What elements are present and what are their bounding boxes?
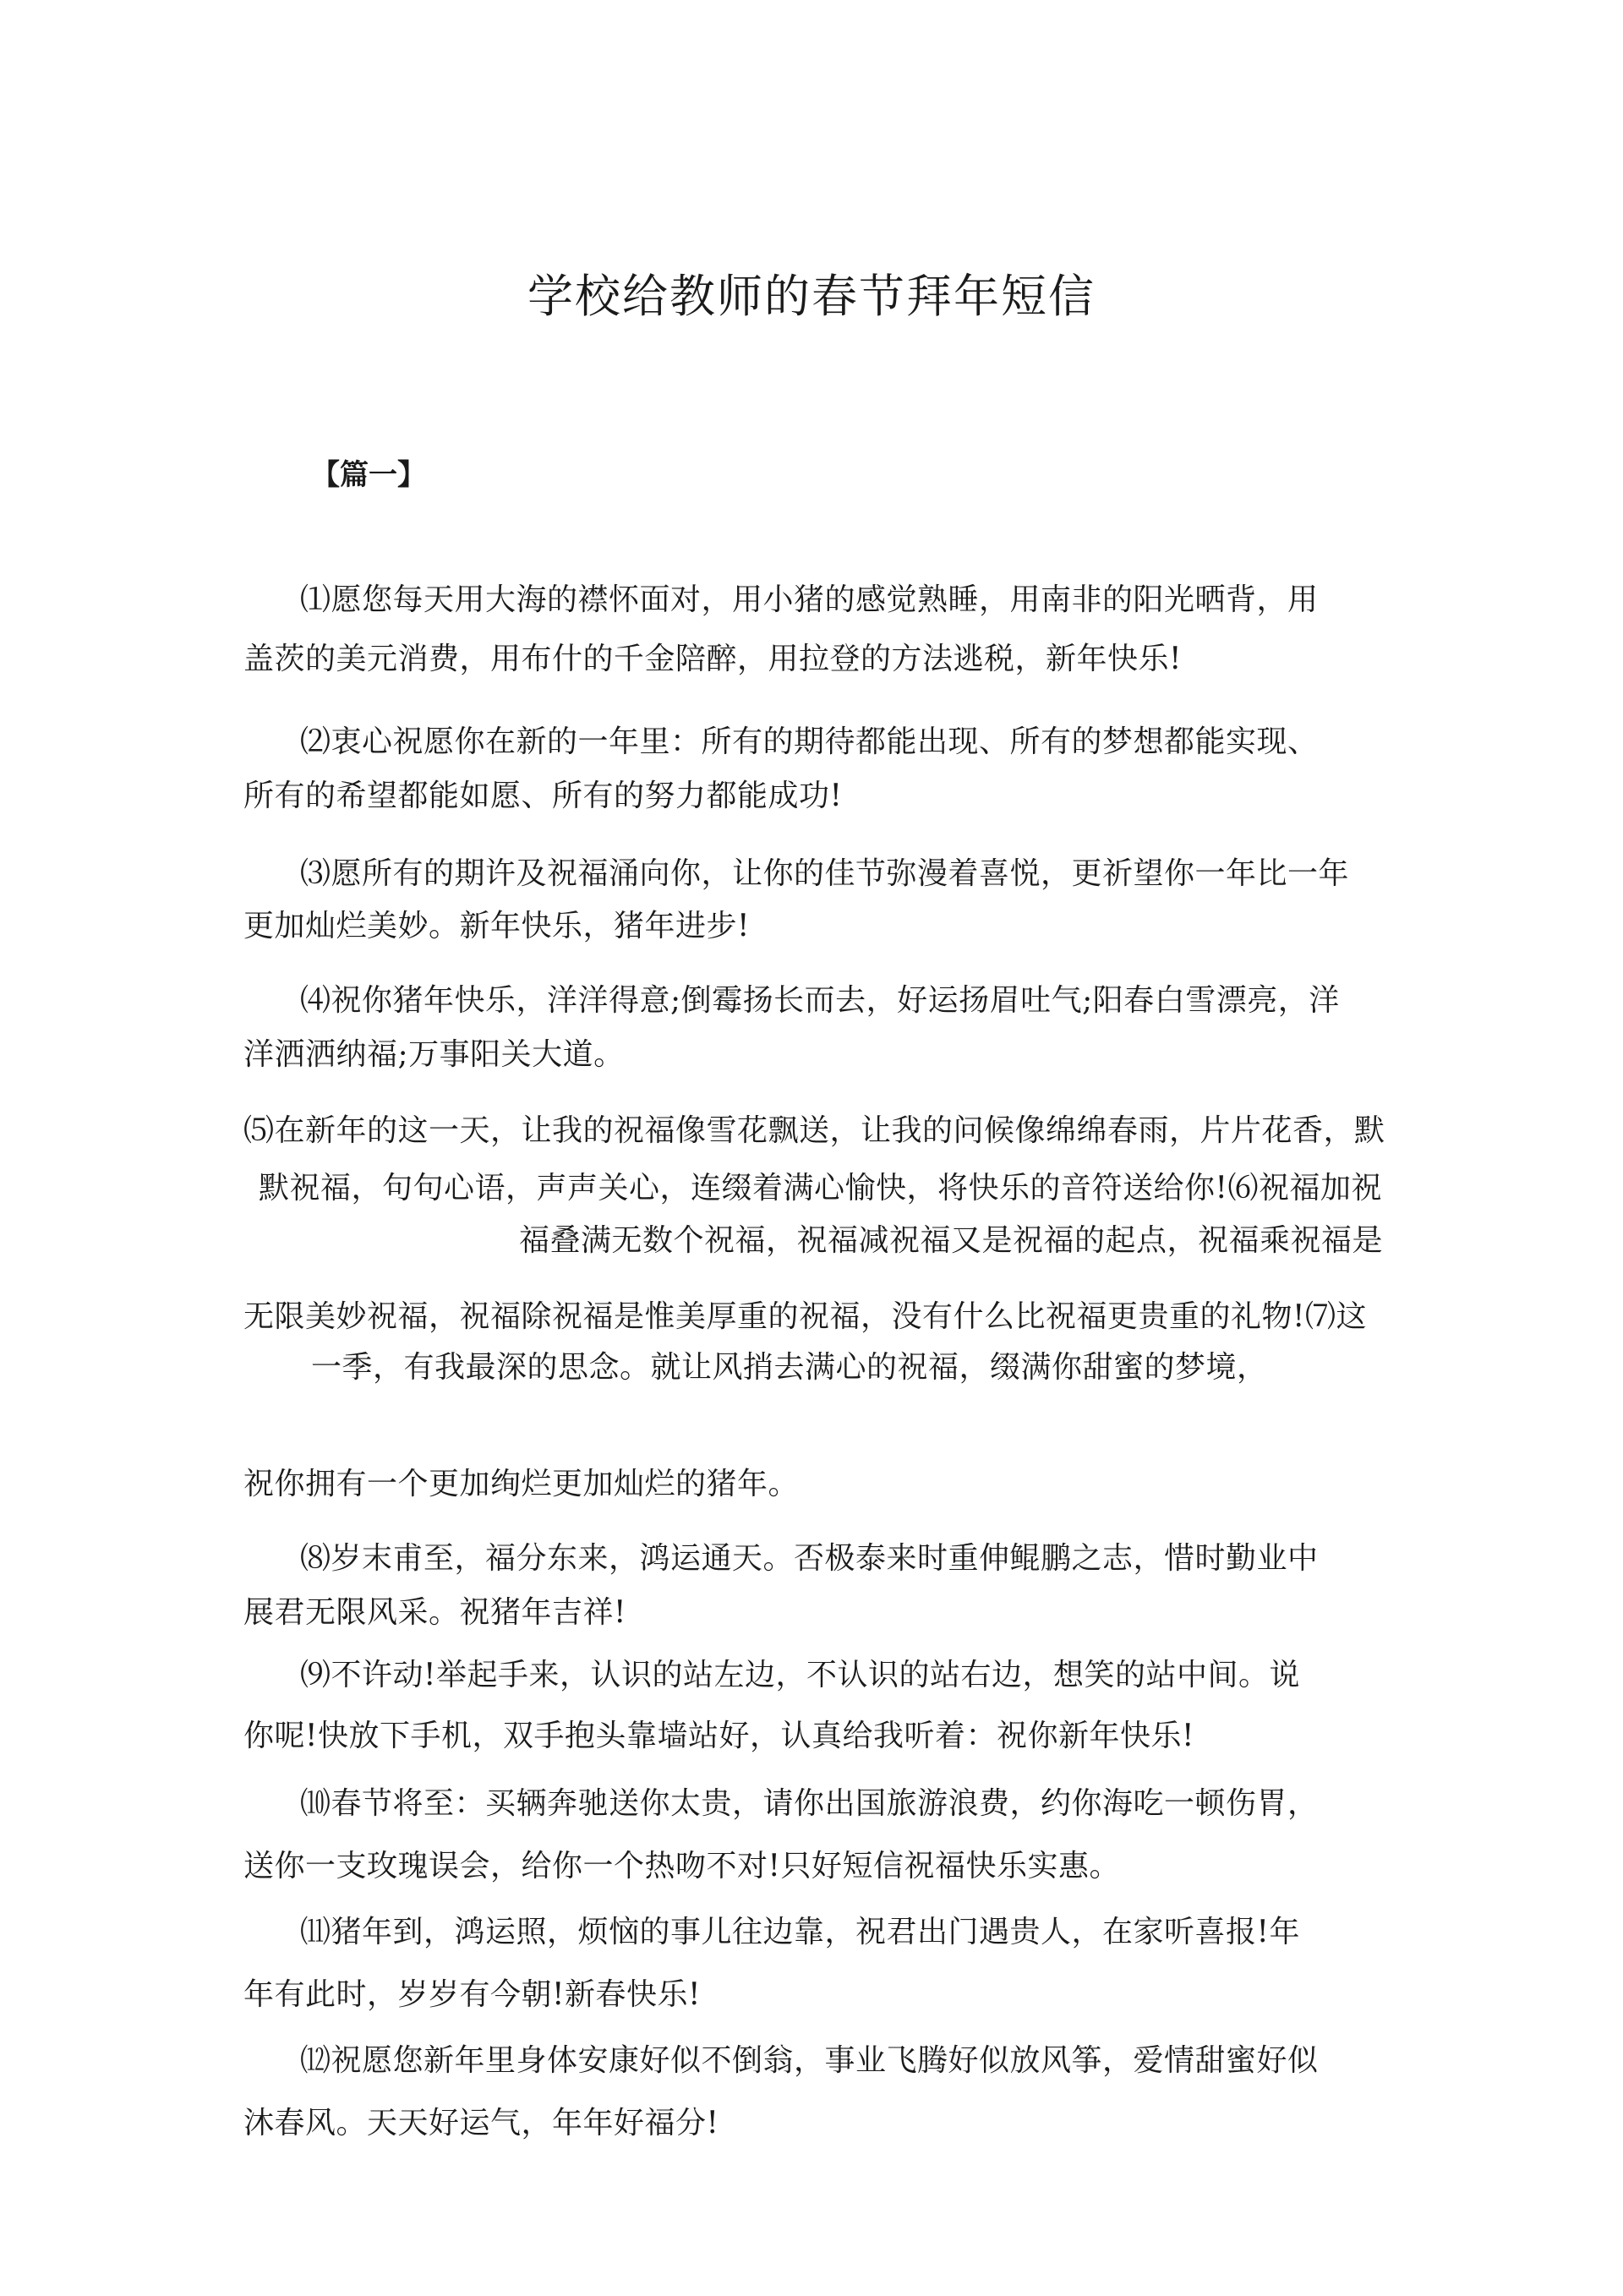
section-label: 【篇一】 [311, 458, 426, 492]
text-line-9: ⑸在新年的这一天，让我的祝福像雪花飘送，让我的问候像绵绵春雨，片片花香，默 [243, 1113, 1385, 1148]
text-line-14: 祝你拥有一个更加绚烂更加灿烂的猪年。 [243, 1467, 800, 1501]
text-line-3: ⑵衷心祝愿你在新的一年里：所有的期待都能出现、所有的梦想都能实现、 [300, 724, 1319, 759]
text-line-18: 你呢!快放下手机，双手抱头靠墙站好，认真给我听着：祝你新年快乐! [243, 1719, 1194, 1753]
text-line-19: ⑽春节将至：买辆奔驰送你太贵，请你出国旅游浪费，约你海吃一顿伤胃， [300, 1786, 1319, 1821]
text-line-10: 默祝福，句句心语，声声关心，连缀着满心愉快，将快乐的音符送给你!⑹祝福加祝 [259, 1171, 1382, 1205]
text-line-17: ⑼不许动!举起手来，认识的站左边，不认识的站右边，想笑的站中间。说 [300, 1658, 1300, 1692]
document-title: 学校给教师的春节拜年短信 [527, 270, 1096, 323]
text-line-21: ⑾猪年到，鸿运照，烦恼的事儿往边靠，祝君出门遇贵人，在家听喜报!年 [300, 1915, 1300, 1949]
text-line-1: ⑴愿您每天用大海的襟怀面对，用小猪的感觉熟睡，用南非的阳光晒背，用 [300, 582, 1319, 617]
text-line-24: 沐春风。天天好运气，年年好福分! [243, 2106, 719, 2140]
text-line-6: 更加灿烂美妙。新年快乐，猪年进步! [243, 909, 750, 943]
text-line-20: 送你一支玫瑰误会，给你一个热吻不对!只好短信祝福快乐实惠。 [243, 1849, 1120, 1883]
text-line-22: 年有此时，岁岁有今朝!新春快乐! [243, 1977, 701, 2012]
text-line-15: ⑻岁末甫至，福分东来，鸿运通天。否极泰来时重伸鲲鹏之志，惜时勤业中 [300, 1541, 1319, 1576]
text-line-7: ⑷祝你猪年快乐，洋洋得意;倒霉扬长而去，好运扬眉吐气;阳春白雪漂亮，洋 [300, 983, 1340, 1018]
text-line-16: 展君无限风采。祝猪年吉祥! [243, 1595, 626, 1630]
text-line-5: ⑶愿所有的期许及祝福涌向你，让你的佳节弥漫着喜悦，更祈望你一年比一年 [300, 856, 1350, 891]
text-line-13: 一季，有我最深的思念。就让风捎去满心的祝福，缀满你甜蜜的梦境， [311, 1350, 1268, 1385]
text-line-11: 福叠满无数个祝福，祝福减祝福又是祝福的起点，祝福乘祝福是 [519, 1223, 1384, 1258]
text-line-8: 洋洒洒纳福;万事阳关大道。 [243, 1037, 625, 1072]
text-line-2: 盖茨的美元消费，用布什的千金陪醉，用拉登的方法逃税，新年快乐! [243, 642, 1182, 676]
text-line-4: 所有的希望都能如愿、所有的努力都能成功! [243, 779, 843, 813]
text-line-12: 无限美妙祝福，祝福除祝福是惟美厚重的祝福，没有什么比祝福更贵重的礼物!⑺这 [243, 1299, 1367, 1334]
text-line-23: ⑿祝愿您新年里身体安康好似不倒翁，事业飞腾好似放风筝，爱情甜蜜好似 [300, 2043, 1319, 2078]
